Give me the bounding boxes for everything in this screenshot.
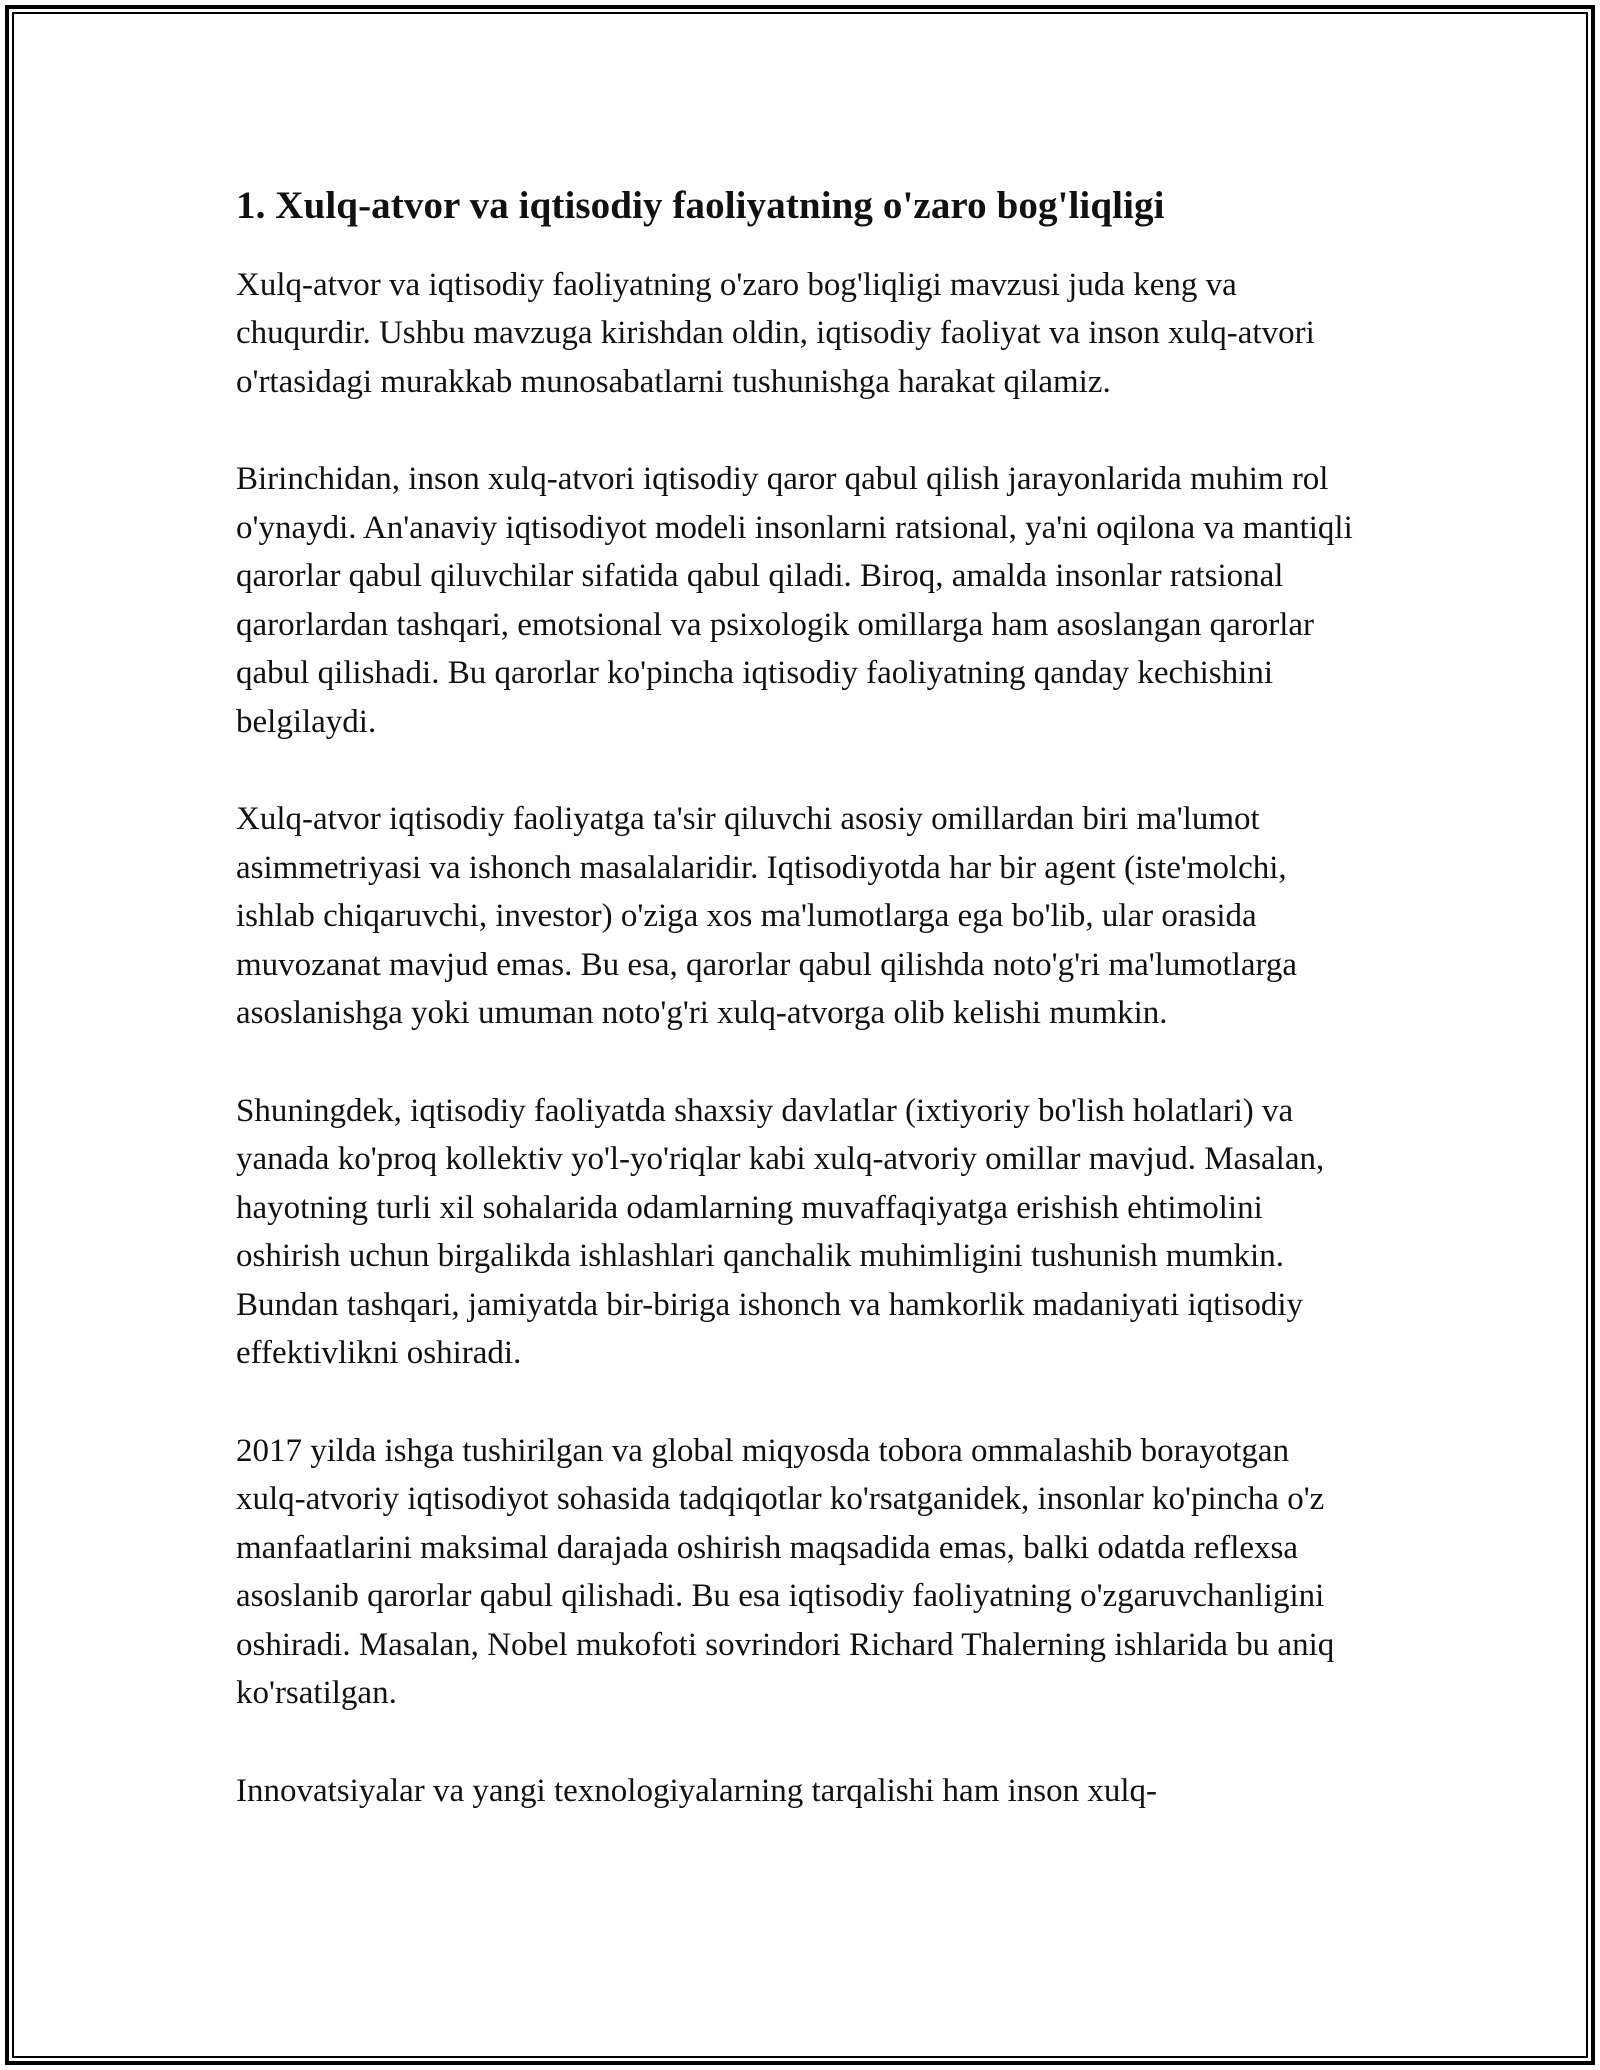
section-heading: 1. Xulq-atvor va iqtisodiy faoliyatning o'zaro bog'liqligi: [236, 184, 1165, 227]
paragraph-behavioral-economics: 2017 yilda ishga tushirilgan va global miqyosda tobora ommalashib borayotgan xulq-atvoriy iqtisodiyot sohasida tadqiqotlar ko'rsatganidek, insonlar ko'pincha o'z manfaatlarini maksimal darajada oshirish maqsadida emas, balki odatda reflexsa asoslanib qarorlar qabul qilishadi. Bu esa iqtisodiy faoliyatning o'zgaruvchanligini oshiradi. Masalan, Nobel mukofoti sovrindori Richard Thalerning ishlarida bu aniq ko'rsatilgan.: [236, 1432, 1335, 1712]
document-page: [236, 182, 1366, 1864]
paragraph-collective-factors: Shuningdek, iqtisodiy faoliyatda shaxsiy davlatlar (ixtiyoriy bo'lish holatlari) va yanada ko'proq kollektiv yo'l-yo'riqlar kabi xulq-atvoriy omillar mavjud. Masalan, hayotning turli xil sohalarida odamlarning muvaffaqiyatga erishish ehtimolini oshirish uchun birgalikda ishlashlari qanchalik muhimligini tushunish mumkin. Bundan tashqari, jamiyatda bir-biriga ishonch va hamkorlik madaniyati iqtisodiy effektivlikni oshiradi.: [236, 1092, 1325, 1372]
paragraph-innovations: Innovatsiyalar va yangi texnologiyalarning tarqalishi ham inson xulq-: [236, 1772, 1158, 1809]
paragraph-rational-decisions: Birinchidan, inson xulq-atvori iqtisodiy qaror qabul qilish jarayonlarida muhim rol o'ynaydi. An'anaviy iqtisodiyot modeli insonlarni ratsional, ya'ni oqilona va mantiqli qarorlar qabul qiluvchilar sifatida qabul qiladi. Biroq, amalda insonlar ratsional qarorlardan tashqari, emotsional va psixologik omillarga ham asoslangan qarorlar qabul qilishadi. Bu qarorlar ko'pincha iqtisodiy faoliyatning qanday kechishini belgilaydi.: [236, 461, 1353, 740]
paragraph-intro: Xulq-atvor va iqtisodiy faoliyatning o'zaro bog'liqligi mavzusi juda keng va chuqurdir. Ushbu mavzuga kirishdan oldin, iqtisodiy faoliyat va inson xulq-atvori o'rtasidagi murakkab munosabatlarni tushunishga harakat qilamiz.: [236, 266, 1315, 400]
paragraph-information-asymmetry: Xulq-atvor iqtisodiy faoliyatga ta'sir qiluvchi asosiy omillardan biri ma'lumot asimmetriyasi va ishonch masalalaridir. Iqtisodiyotda har bir agent (iste'molchi, ishlab chiqaruvchi, investor) o'ziga xos ma'lumotlarga ega bo'lib, ular orasida muvozanat mavjud emas. Bu esa, qarorlar qabul qilishda noto'g'ri ma'lumotlarga asoslanishga yoki umuman noto'g'ri xulq-atvorga olib kelishi mumkin.: [236, 801, 1298, 1032]
